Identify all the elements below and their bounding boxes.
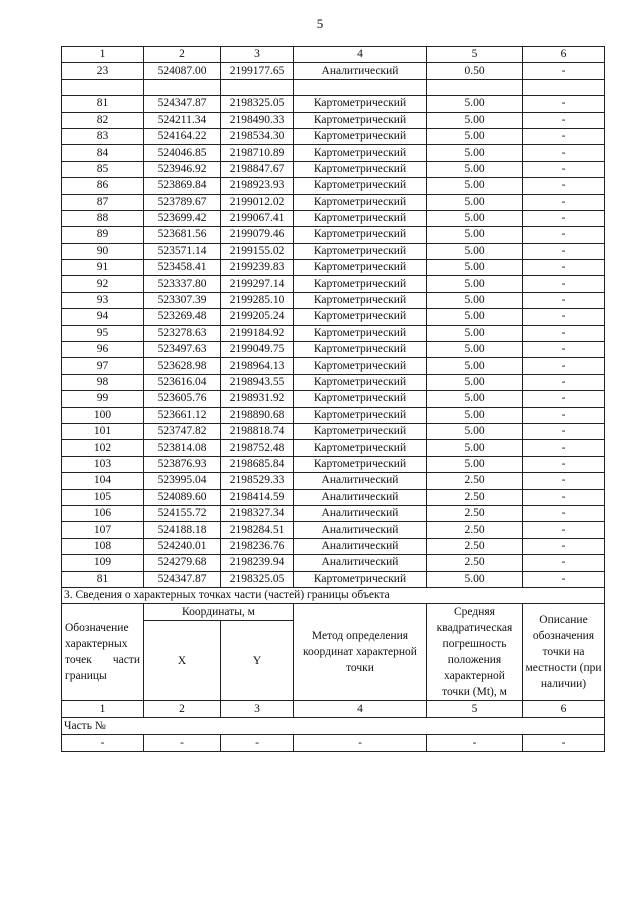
cell: 5.00 [427, 210, 523, 226]
cell: - [523, 112, 605, 128]
column-number: 5 [427, 701, 523, 718]
cell: 2.50 [427, 505, 523, 521]
cell: 85 [62, 161, 144, 177]
cell: 2199012.02 [221, 194, 294, 210]
cell: 100 [62, 407, 144, 423]
cell: - [523, 522, 605, 538]
table-row [62, 178, 605, 194]
cell: 523458.41 [144, 260, 221, 276]
cell: 5.00 [427, 571, 523, 587]
table-row [62, 555, 605, 571]
cell: Картометрический [294, 309, 427, 325]
cell: Картометрический [294, 456, 427, 472]
cell: 2198964.13 [221, 358, 294, 374]
cell: - [523, 178, 605, 194]
cell: Картометрический [294, 292, 427, 308]
cell: Аналитический [294, 522, 427, 538]
cell: - [62, 735, 144, 752]
cell: 2198847.67 [221, 161, 294, 177]
cell: 92 [62, 276, 144, 292]
cell: - [523, 555, 605, 571]
column-number: 6 [523, 47, 605, 63]
column-number: 2 [144, 47, 221, 63]
cell: - [523, 473, 605, 489]
cell: 2198752.48 [221, 440, 294, 456]
cell: 5.00 [427, 194, 523, 210]
cell: 2198931.92 [221, 391, 294, 407]
cell: 2199177.65 [221, 63, 294, 79]
cell: 5.00 [427, 243, 523, 259]
cell: - [523, 489, 605, 505]
cell: 23 [62, 63, 144, 79]
cell: 2199067.41 [221, 210, 294, 226]
cell: 88 [62, 210, 144, 226]
cell: 524046.85 [144, 145, 221, 161]
cell: - [523, 128, 605, 144]
cell: 523605.76 [144, 391, 221, 407]
table-row [62, 292, 605, 308]
cell: 2199155.02 [221, 243, 294, 259]
cell: 5.00 [427, 440, 523, 456]
cell: Аналитический [294, 63, 427, 79]
cell: - [523, 276, 605, 292]
cell: 2199079.46 [221, 227, 294, 243]
cell: 2199184.92 [221, 325, 294, 341]
part-label-row [62, 718, 605, 735]
cell: - [523, 342, 605, 358]
cell: 5.00 [427, 407, 523, 423]
cell: 2199049.75 [221, 342, 294, 358]
header-x: X [144, 621, 221, 701]
header-y: Y [221, 621, 294, 701]
cell: 95 [62, 325, 144, 341]
cell: Аналитический [294, 473, 427, 489]
cell: 5.00 [427, 325, 523, 341]
cell: 5.00 [427, 145, 523, 161]
cell: 2198414.59 [221, 489, 294, 505]
cell: Аналитический [294, 555, 427, 571]
cell: 2.50 [427, 489, 523, 505]
cell: 97 [62, 358, 144, 374]
cell: 523307.39 [144, 292, 221, 308]
cell: Картометрический [294, 407, 427, 423]
table-row [62, 145, 605, 161]
table-row [62, 128, 605, 144]
empty-row [62, 79, 605, 95]
cell: 524087.00 [144, 63, 221, 79]
header-method: Метод определения координат характерной точки [294, 604, 427, 701]
header-coordinates: Координаты, м [144, 604, 294, 621]
cell: 108 [62, 538, 144, 554]
part-label: Часть № [62, 718, 605, 735]
table-row [62, 423, 605, 439]
table-row [62, 112, 605, 128]
section3-title: 3. Сведения о характерных точках части (частей) границы объекта [62, 587, 605, 603]
cell: 102 [62, 440, 144, 456]
cell: 523699.42 [144, 210, 221, 226]
cell: 2198534.30 [221, 128, 294, 144]
cell: 524188.18 [144, 522, 221, 538]
section3-title-row [62, 587, 605, 603]
column-number: 5 [427, 47, 523, 63]
table-row [62, 407, 605, 423]
cell: 5.00 [427, 342, 523, 358]
table-row [62, 276, 605, 292]
cell: - [294, 735, 427, 752]
cell: 2.50 [427, 538, 523, 554]
column-number: 3 [221, 47, 294, 63]
table-row [62, 440, 605, 456]
cell: 2.50 [427, 555, 523, 571]
cell: 98 [62, 374, 144, 390]
cell: 96 [62, 342, 144, 358]
cell: - [221, 735, 294, 752]
cell: Картометрический [294, 276, 427, 292]
cell: - [523, 161, 605, 177]
cell: Картометрический [294, 128, 427, 144]
cell: 2.50 [427, 522, 523, 538]
column-number: 1 [62, 47, 144, 63]
cell: - [523, 63, 605, 79]
cell: 5.00 [427, 276, 523, 292]
cell: 2199297.14 [221, 276, 294, 292]
cell: - [523, 538, 605, 554]
cell: - [523, 145, 605, 161]
table-row [62, 473, 605, 489]
cell: 107 [62, 522, 144, 538]
cell: 524211.34 [144, 112, 221, 128]
cell: 2198710.89 [221, 145, 294, 161]
cell: 5.00 [427, 456, 523, 472]
cell: Картометрический [294, 423, 427, 439]
cell: 2198923.93 [221, 178, 294, 194]
cell: Аналитический [294, 489, 427, 505]
cell: 2198236.76 [221, 538, 294, 554]
table-row [62, 194, 605, 210]
cell: Картометрический [294, 210, 427, 226]
cell: 2198239.94 [221, 555, 294, 571]
cell: 87 [62, 194, 144, 210]
table-row [62, 505, 605, 521]
cell: 5.00 [427, 112, 523, 128]
cell: 523995.04 [144, 473, 221, 489]
cell: 83 [62, 128, 144, 144]
cell: 5.00 [427, 178, 523, 194]
cell: Картометрический [294, 194, 427, 210]
cell: 524347.87 [144, 96, 221, 112]
table-row [62, 538, 605, 554]
cell: 81 [62, 571, 144, 587]
cell: 523661.12 [144, 407, 221, 423]
cell: Картометрический [294, 374, 427, 390]
cell: - [523, 391, 605, 407]
cell: 2198943.55 [221, 374, 294, 390]
cell: 5.00 [427, 96, 523, 112]
cell: 99 [62, 391, 144, 407]
header-description: Описание обозначения точки на местности (при наличии) [523, 604, 605, 701]
cell: - [523, 358, 605, 374]
cell: - [523, 571, 605, 587]
cell: 523814.08 [144, 440, 221, 456]
cell: Аналитический [294, 505, 427, 521]
cell: 5.00 [427, 358, 523, 374]
cell: 84 [62, 145, 144, 161]
cell: - [523, 423, 605, 439]
cell: 523946.92 [144, 161, 221, 177]
cell: 523571.14 [144, 243, 221, 259]
cell: 91 [62, 260, 144, 276]
cell: Картометрический [294, 342, 427, 358]
cell: Картометрический [294, 440, 427, 456]
cell: 523337.80 [144, 276, 221, 292]
header-point-designation: Обозначение характерных точек части границы [62, 604, 144, 701]
cell: Картометрический [294, 325, 427, 341]
cell: 5.00 [427, 374, 523, 390]
cell: - [523, 505, 605, 521]
cell: Аналитический [294, 538, 427, 554]
column-number: 6 [523, 701, 605, 718]
cell: 2199285.10 [221, 292, 294, 308]
cell: - [523, 374, 605, 390]
cell: 524279.68 [144, 555, 221, 571]
cell: 523876.93 [144, 456, 221, 472]
cell: 109 [62, 555, 144, 571]
table-row [62, 358, 605, 374]
cell: 5.00 [427, 309, 523, 325]
cell: 523497.63 [144, 342, 221, 358]
column-number-row [62, 47, 605, 63]
column-number: 3 [221, 701, 294, 718]
cell: 2198325.05 [221, 571, 294, 587]
cell: 2199205.24 [221, 309, 294, 325]
cell: - [523, 735, 605, 752]
cell: - [523, 243, 605, 259]
table-row [62, 571, 605, 587]
cell: 523616.04 [144, 374, 221, 390]
cell: 2198818.74 [221, 423, 294, 439]
cell: 82 [62, 112, 144, 128]
table-row [62, 374, 605, 390]
table-row [62, 309, 605, 325]
table-row [62, 522, 605, 538]
cell: 5.00 [427, 391, 523, 407]
cell: - [523, 407, 605, 423]
cell: Картометрический [294, 260, 427, 276]
cell: 523278.63 [144, 325, 221, 341]
cell: - [523, 96, 605, 112]
cell: 94 [62, 309, 144, 325]
cell: Картометрический [294, 178, 427, 194]
column-number: 1 [62, 701, 144, 718]
cell: 5.00 [427, 423, 523, 439]
cell: - [523, 440, 605, 456]
table-row [62, 325, 605, 341]
table-row [62, 63, 605, 79]
cell: 524155.72 [144, 505, 221, 521]
cell: 523681.56 [144, 227, 221, 243]
cell: 5.00 [427, 128, 523, 144]
cell: 103 [62, 456, 144, 472]
cell: 523269.48 [144, 309, 221, 325]
column-number: 4 [294, 47, 427, 63]
cell: 2.50 [427, 473, 523, 489]
section3-empty-row [62, 735, 605, 752]
cell: Картометрический [294, 358, 427, 374]
cell: Картометрический [294, 391, 427, 407]
cell: 524240.01 [144, 538, 221, 554]
cell: 5.00 [427, 260, 523, 276]
cell: Картометрический [294, 145, 427, 161]
cell: 524164.22 [144, 128, 221, 144]
table-row [62, 161, 605, 177]
table-row [62, 243, 605, 259]
cell: 5.00 [427, 161, 523, 177]
cell: 523628.98 [144, 358, 221, 374]
cell: - [523, 309, 605, 325]
table-row [62, 391, 605, 407]
cell: 523747.82 [144, 423, 221, 439]
cell: 81 [62, 96, 144, 112]
column-number: 4 [294, 701, 427, 718]
cell: Картометрический [294, 243, 427, 259]
section3-header-row [62, 604, 605, 621]
cell: - [144, 735, 221, 752]
cell: 90 [62, 243, 144, 259]
table-row [62, 456, 605, 472]
column-number: 2 [144, 701, 221, 718]
cell: 2198284.51 [221, 522, 294, 538]
cell: 524089.60 [144, 489, 221, 505]
cell: 86 [62, 178, 144, 194]
cell: 89 [62, 227, 144, 243]
cell: - [523, 292, 605, 308]
cell: Картометрический [294, 161, 427, 177]
cell: 523869.84 [144, 178, 221, 194]
section3-column-number-row [62, 701, 605, 718]
cell: 106 [62, 505, 144, 521]
cell: 101 [62, 423, 144, 439]
cell: - [523, 260, 605, 276]
cell: - [523, 227, 605, 243]
cell: 93 [62, 292, 144, 308]
table-row [62, 210, 605, 226]
cell: 0.50 [427, 63, 523, 79]
cell: - [523, 210, 605, 226]
cell: 2198490.33 [221, 112, 294, 128]
cell: Картометрический [294, 227, 427, 243]
cell: 104 [62, 473, 144, 489]
cell: 2198890.68 [221, 407, 294, 423]
cell: - [427, 735, 523, 752]
cell: 523789.67 [144, 194, 221, 210]
coordinates-table [61, 46, 605, 752]
table-row [62, 342, 605, 358]
table-row [62, 96, 605, 112]
cell: - [523, 194, 605, 210]
cell: - [523, 325, 605, 341]
cell: 2198529.33 [221, 473, 294, 489]
cell: 5.00 [427, 292, 523, 308]
cell: 524347.87 [144, 571, 221, 587]
header-accuracy: Средняя квадратическая погрешность положения характерной точки (Mt), м [427, 604, 523, 701]
cell: Картометрический [294, 112, 427, 128]
table-row [62, 489, 605, 505]
cell: 5.00 [427, 227, 523, 243]
cell: Картометрический [294, 571, 427, 587]
cell: 2199239.83 [221, 260, 294, 276]
cell: 2198685.84 [221, 456, 294, 472]
cell: Картометрический [294, 96, 427, 112]
cell: 105 [62, 489, 144, 505]
cell: 2198325.05 [221, 96, 294, 112]
table-row [62, 227, 605, 243]
cell: 2198327.34 [221, 505, 294, 521]
page-number: 5 [316, 16, 324, 31]
cell: - [523, 456, 605, 472]
table-row [62, 260, 605, 276]
